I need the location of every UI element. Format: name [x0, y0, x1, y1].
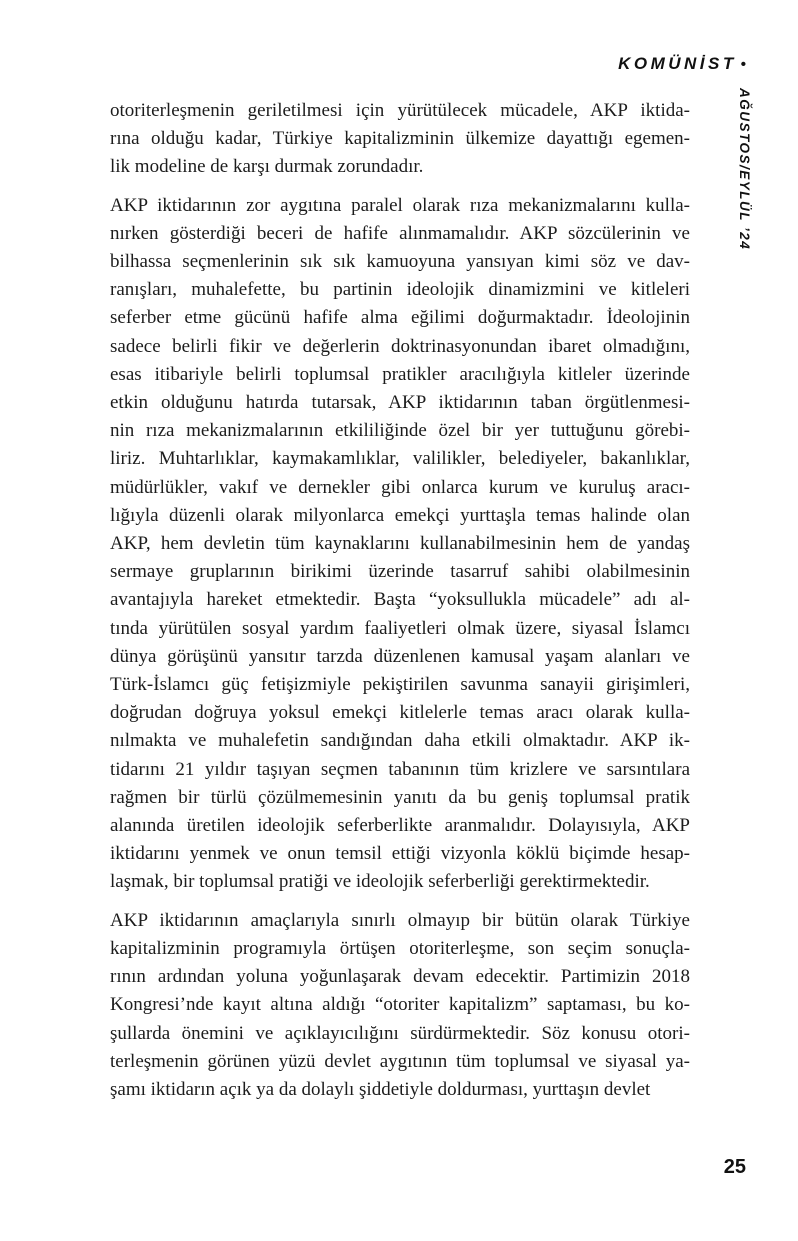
- text-line: laşmak, bir toplumsal pratiği ve ideolojik seferberliği gerektirmektedir.: [110, 871, 650, 893]
- text-line: rına olduğu kadar, Türkiye kapitalizminin ülkemize dayattığı egemen-: [110, 128, 690, 150]
- paragraph: [110, 907, 690, 1104]
- body-text: [110, 97, 690, 1114]
- text-line: iktidarını yenmek ve onun temsil ettiği vizyonla köklü biçimde hesap-: [110, 843, 690, 865]
- text-line: otoriterleşmenin geriletilmesi için yürütülecek mücadele, AKP iktida-: [110, 100, 690, 121]
- magazine-title: KOMÜNİST: [618, 54, 737, 73]
- text-line: AKP, hem devletin tüm kaynaklarını kullanabilmesinin hem de yandaş: [110, 533, 690, 555]
- text-line: etkin olduğunu hatırda tutarsak, AKP iktidarının taban örgütlenmesi-: [110, 392, 690, 414]
- text-line: şullarda önemini ve açıklayıcılığını sürdürmektedir. Söz konusu otori-: [110, 1022, 690, 1044]
- issue-label-vertical: AĞUSTOS/EYLÜL ’24: [737, 88, 752, 251]
- text-line: nırken gösterdiği beceri de hafife alınmamalıdır. AKP sözcülerinin ve: [110, 222, 690, 244]
- paragraph: [110, 97, 690, 182]
- text-line: ranışları, muhalefette, bu partinin ideolojik dinamizmini ve kitleleri: [110, 279, 690, 301]
- text-line: avantajıyla hareket etmektedir. Başta “yoksullukla mücadele” adı al-: [110, 589, 690, 611]
- text-line: lik modeline de karşı durmak zorundadır.: [110, 156, 424, 178]
- magazine-masthead: [618, 54, 746, 74]
- text-line: sadece belirli fikir ve değerlerin doktrinasyonundan ibaret olmadığını,: [110, 335, 690, 357]
- text-line: rının ardından yoluna yoğunlaşarak devam edecektir. Partimizin 2018: [110, 966, 690, 988]
- text-line: şamı iktidarın açık ya da dolaylı şiddetiyle doldurması, yurttaşın devlet: [110, 1078, 651, 1100]
- paragraph: [110, 192, 690, 897]
- text-line: sermaye gruplarının birikimi üzerinde tasarruf sahibi olabilmesinin: [110, 561, 690, 583]
- text-line: AKP iktidarının amaçlarıyla sınırlı olmayıp bir bütün olarak Türkiye: [110, 909, 690, 931]
- text-line: rağmen bir türlü çözülmemesinin yanıtı da bu geniş toplumsal pratik: [110, 786, 690, 808]
- text-line: müdürlükler, vakıf ve dernekler gibi onlarca kurum ve kuruluş aracı-: [110, 476, 690, 498]
- text-line: nin rıza mekanizmalarının etkililiğinde özel bir yer tuttuğunu görebi-: [110, 420, 690, 442]
- text-line: tidarını 21 yıldır taşıyan seçmen tabanının tüm krizlere ve sarsıntılara: [110, 758, 690, 780]
- text-line: alanında üretilen ideolojik seferberlikte aranmalıdır. Dolayısıyla, AKP: [110, 815, 690, 837]
- text-line: AKP iktidarının zor aygıtına paralel olarak rıza mekanizmalarını kulla-: [110, 194, 690, 216]
- text-line: Türk-İslamcı güç fetişizmiyle pekiştirilen savunma sanayii girişimleri,: [110, 674, 690, 696]
- text-line: lığıyla düzenli olarak milyonlarca emekçi yurttaşla temas halinde olan: [110, 504, 690, 526]
- text-line: dünya görüşünü yansıtır tarzda düzenlenen kamusal yaşam alanları ve: [110, 645, 690, 667]
- text-line: Kongresi’nde kayıt altına aldığı “otoriter kapitalizm” saptaması, bu ko-: [110, 994, 690, 1016]
- text-line: kapitalizminin programıyla örtüşen otoriterleşme, son seçim sonuçla-: [110, 937, 690, 959]
- text-line: bilhassa seçmenlerinin sık sık kamuoyuna yansıyan kimi söz ve dav-: [110, 251, 690, 273]
- text-line: tında yürütülen sosyal yardım faaliyetleri olmak üzere, siyasal İslamcı: [110, 617, 690, 639]
- bullet-separator: •: [740, 56, 746, 73]
- page-number: 25: [723, 1156, 746, 1178]
- text-line: esas itibariyle belirli toplumsal pratikler aracılığıyla kitleler üzerinde: [110, 363, 690, 385]
- text-line: nılmakta ve muhalefetin sandığından daha etkili olmaktadır. AKP ik-: [110, 730, 690, 752]
- text-line: terleşmenin görünen yüzü devlet aygıtının tüm toplumsal ve siyasal ya-: [110, 1050, 690, 1072]
- text-line: seferber etme gücünü hafife alma eğilimi doğurmaktadır. İdeolojinin: [110, 307, 690, 329]
- text-line: doğrudan doğruya yoksul emekçi kitlelerle temas aracı olarak kulla-: [110, 702, 690, 724]
- text-line: liriz. Muhtarlıklar, kaymakamlıklar, valilikler, belediyeler, bakanlıklar,: [110, 448, 690, 470]
